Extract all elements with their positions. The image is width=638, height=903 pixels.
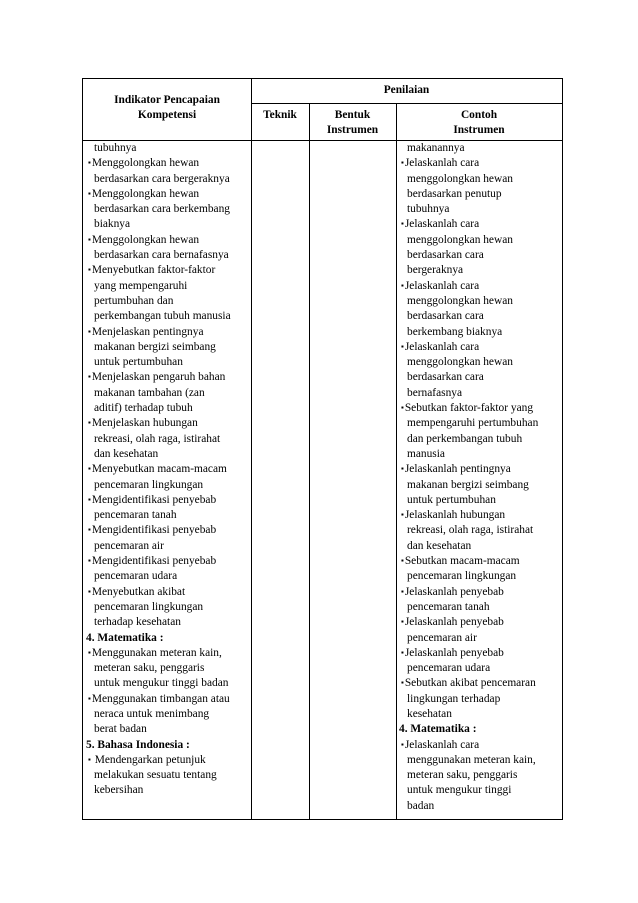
bullet-item (86, 585, 250, 600)
bullet-item (399, 676, 562, 691)
line-text: Menyebutkan macam-macam (91, 463, 227, 476)
line-text: berdasarkan cara berkembang (94, 203, 230, 216)
text-line (399, 523, 562, 538)
bullet-icon: ▪ (401, 341, 404, 351)
bullet-icon: ▪ (401, 510, 404, 520)
line-text: Sebutkan faktor-faktor yang (404, 402, 534, 415)
text-line (399, 233, 562, 248)
text-line (86, 217, 250, 232)
text-line (399, 493, 562, 508)
line-text: tubuhnya (407, 203, 450, 216)
text-line (86, 355, 250, 370)
text-line (86, 309, 250, 324)
line-text: Menjelaskan pentingnya (91, 325, 204, 338)
line-text: manusia (407, 447, 445, 460)
line-text: biaknya (94, 218, 131, 231)
section-heading (399, 722, 562, 737)
bullet-item (86, 416, 250, 431)
line-text: berdasarkan cara bernafasnya (94, 249, 229, 262)
text-line (86, 569, 250, 584)
line-text: Jelaskanlah hubungan (404, 509, 506, 522)
line-text: Menyebutkan akibat (91, 585, 186, 598)
line-text: pencemaran lingkungan (94, 478, 204, 491)
bullet-icon: ▪ (88, 586, 91, 596)
text-line (399, 783, 562, 798)
line-text: menggolongkan hewan (407, 172, 513, 185)
text-line (399, 309, 562, 324)
text-line (86, 676, 250, 691)
bullet-item (86, 233, 250, 248)
text-line (399, 799, 562, 814)
line-text: berdasarkan cara (407, 310, 484, 323)
bullet-icon: ▪ (88, 494, 91, 504)
line-text: bergeraknya (407, 264, 464, 277)
bullet-item (399, 738, 562, 753)
bullet-icon: ▪ (88, 464, 91, 474)
line-text: Jelaskanlah cara (404, 738, 480, 751)
line-text: terhadap kesehatan (94, 616, 181, 629)
line-text: berat badan (94, 723, 147, 736)
bullet-item (399, 279, 562, 294)
line-text: lingkungan terhadap (407, 692, 501, 705)
bullet-item (399, 615, 562, 630)
line-text: Menyebutkan faktor-faktor (91, 264, 216, 277)
line-text: rekreasi, olah raga, istirahat (407, 524, 534, 537)
line-text: Mengidentifikasi penyebab (91, 555, 217, 568)
indicator-column (86, 141, 250, 799)
bullet-icon: ▪ (88, 693, 91, 703)
line-text: makanannya (407, 142, 465, 154)
line-text: tubuhnya (94, 142, 137, 154)
line-text: Menjelaskan hubungan (91, 417, 198, 430)
line-text: pencemaran lingkungan (94, 600, 204, 613)
text-line (399, 539, 562, 554)
text-line (399, 692, 562, 707)
line-text: makanan bergizi seimbang (407, 478, 529, 491)
line-text: Jelaskanlah cara (404, 157, 480, 170)
text-line (86, 386, 250, 401)
line-text: aditif) terhadap tubuh (94, 402, 193, 415)
bullet-item (399, 462, 562, 477)
line-text: pencemaran lingkungan (407, 570, 517, 583)
assessment-table (82, 78, 563, 820)
line-text: menggolongkan hewan (407, 294, 513, 307)
text-line (86, 172, 250, 187)
text-line (399, 172, 562, 187)
text-line (399, 478, 562, 493)
line-text: Menjelaskan pengaruh bahan (91, 371, 226, 384)
bullet-item (86, 646, 250, 661)
line-text: meteran saku, penggaris (407, 769, 518, 782)
line-text: Jelaskanlah cara (404, 279, 480, 292)
header-indicator-line-1: Indikator Pencapaian (114, 94, 220, 106)
text-line (86, 508, 250, 523)
text-line (399, 325, 562, 340)
bullet-icon: ▪ (88, 188, 91, 198)
bullet-icon: ▪ (401, 280, 404, 290)
text-line (399, 661, 562, 676)
header-technique: Teknik (263, 109, 297, 121)
text-line (86, 661, 250, 676)
bullet-item (399, 646, 562, 661)
bullet-icon: ▪ (88, 372, 91, 382)
text-line (86, 722, 250, 737)
text-line (86, 294, 250, 309)
text-line (86, 600, 250, 615)
text-line (399, 447, 562, 462)
bullet-item (399, 508, 562, 523)
line-text: pencemaran tanah (407, 600, 490, 613)
bullet-icon: ▪ (401, 219, 404, 229)
line-text: berdasarkan cara bergeraknya (94, 172, 230, 185)
line-text: Jelaskanlah pentingnya (404, 463, 511, 476)
line-text: Menggolongkan hewan (91, 233, 200, 246)
line-text: yang mempengaruhi (94, 279, 188, 292)
bullet-icon: ▪ (88, 418, 91, 428)
text-line (86, 783, 250, 798)
line-text: menggunakan meteran kain, (407, 753, 536, 766)
text-line (399, 294, 562, 309)
line-text: Jelaskanlah penyebab (404, 616, 504, 629)
line-text: rekreasi, olah raga, istirahat (94, 432, 221, 445)
text-line (399, 631, 562, 646)
column-divider (251, 79, 252, 819)
line-text: Menggunakan meteran kain, (91, 646, 222, 659)
line-text: neraca untuk menimbang (94, 707, 210, 720)
text-line (86, 432, 250, 447)
text-line (86, 447, 250, 462)
bullet-icon: ▪ (401, 403, 404, 413)
bullet-icon: ▪ (401, 556, 404, 566)
text-line (399, 370, 562, 385)
line-text: dan kesehatan (94, 447, 159, 460)
text-line (86, 141, 250, 156)
text-line (399, 707, 562, 722)
text-line (399, 202, 562, 217)
header-assessment: Penilaian (383, 84, 430, 96)
line-text: untuk mengukur tinggi (407, 784, 512, 797)
bullet-icon: ▪ (401, 158, 404, 168)
bullet-icon: ▪ (88, 158, 91, 168)
column-divider (396, 103, 397, 819)
header-divider (251, 103, 562, 104)
bullet-item (86, 523, 250, 538)
line-text: Mendengarkan petunjuk (91, 753, 206, 766)
text-line (86, 340, 250, 355)
text-line (399, 569, 562, 584)
header-indicator (83, 93, 251, 124)
text-line (399, 187, 562, 202)
bullet-icon: ▪ (401, 678, 404, 688)
line-text: perkembangan tubuh manusia (94, 310, 231, 323)
text-line (399, 355, 562, 370)
bullet-item (399, 554, 562, 569)
text-line (399, 263, 562, 278)
bullet-icon: ▪ (88, 265, 91, 275)
line-text: Menggolongkan hewan (91, 157, 200, 170)
line-text: 4. Matematika : (86, 631, 164, 644)
header-example-line-2: Instrumen (453, 124, 505, 137)
text-line (86, 478, 250, 493)
line-text: Mengidentifikasi penyebab (91, 524, 217, 537)
bullet-item (399, 217, 562, 232)
line-text: badan (407, 799, 435, 812)
bullet-item (86, 263, 250, 278)
bullet-item (86, 325, 250, 340)
line-text: kebersihan (94, 784, 144, 797)
line-text: mempengaruhi pertumbuhan (407, 417, 539, 430)
bullet-icon: ▪ (88, 234, 91, 244)
line-text: berkembang biaknya (407, 325, 503, 338)
line-text: menggolongkan hewan (407, 356, 513, 369)
line-text: Mengidentifikasi penyebab (91, 493, 217, 506)
line-text: pencemaran air (407, 631, 477, 644)
bullet-icon: ▪ (88, 754, 91, 764)
text-line (399, 768, 562, 783)
text-line (399, 753, 562, 768)
bullet-item (86, 370, 250, 385)
line-text: pencemaran udara (94, 570, 178, 583)
bullet-item (399, 585, 562, 600)
text-line (399, 600, 562, 615)
line-text: Menggolongkan hewan (91, 187, 200, 200)
bullet-item (86, 692, 250, 707)
text-line (86, 768, 250, 783)
line-text: melakukan sesuatu tentang (94, 769, 217, 782)
bullet-icon: ▪ (401, 586, 404, 596)
bullet-item (399, 401, 562, 416)
text-line (86, 707, 250, 722)
line-text: 4. Matematika : (399, 723, 477, 736)
line-text: dan perkembangan tubuh (407, 432, 523, 445)
line-text: pencemaran udara (407, 662, 491, 675)
bullet-icon: ▪ (88, 525, 91, 535)
header-indicator-line-2: Kompetensi (137, 109, 197, 122)
line-text: dan kesehatan (407, 539, 472, 552)
line-text: 5. Bahasa Indonesia : (86, 738, 190, 751)
bullet-item (86, 462, 250, 477)
bullet-item (399, 156, 562, 171)
line-text: untuk mengukur tinggi badan (94, 677, 229, 690)
line-text: berdasarkan cara (407, 249, 484, 262)
bullet-icon: ▪ (401, 617, 404, 627)
section-heading (86, 631, 250, 646)
example-column (399, 141, 562, 814)
line-text: Jelaskanlah cara (404, 340, 480, 353)
text-line (399, 248, 562, 263)
line-text: pertumbuhan dan (94, 294, 174, 307)
header-form (309, 108, 396, 139)
line-text: pencemaran air (94, 539, 164, 552)
line-text: makanan tambahan (zan (94, 386, 205, 399)
bullet-icon: ▪ (88, 647, 91, 657)
bullet-item (86, 753, 250, 768)
bullet-icon: ▪ (401, 647, 404, 657)
text-line (86, 401, 250, 416)
line-text: Menggunakan timbangan atau (91, 692, 230, 705)
text-line (399, 386, 562, 401)
bullet-item (86, 493, 250, 508)
text-line (86, 615, 250, 630)
line-text: Sebutkan macam-macam (404, 555, 520, 568)
bullet-icon: ▪ (88, 326, 91, 336)
column-divider (309, 103, 310, 819)
line-text: meteran saku, penggaris (94, 662, 205, 675)
header-form-line-2: Instrumen (326, 124, 379, 137)
line-text: bernafasnya (407, 386, 463, 399)
header-example-line-1: Contoh (460, 109, 498, 121)
header-form-line-1: Bentuk (334, 109, 371, 121)
line-text: Jelaskanlah cara (404, 218, 480, 231)
line-text: makanan bergizi seimbang (94, 340, 216, 353)
line-text: Jelaskanlah penyebab (404, 646, 504, 659)
bullet-item (86, 156, 250, 171)
text-line (86, 279, 250, 294)
text-line (399, 141, 562, 156)
line-text: Jelaskanlah penyebab (404, 585, 504, 598)
bullet-icon: ▪ (401, 739, 404, 749)
text-line (399, 432, 562, 447)
header-example (396, 108, 562, 139)
bullet-icon: ▪ (88, 556, 91, 566)
line-text: menggolongkan hewan (407, 233, 513, 246)
section-heading (86, 738, 250, 753)
bullet-item (86, 187, 250, 202)
text-line (86, 202, 250, 217)
line-text: berdasarkan cara (407, 371, 484, 384)
line-text: untuk pertumbuhan (94, 356, 183, 369)
bullet-item (86, 554, 250, 569)
text-line (86, 539, 250, 554)
line-text: Sebutkan akibat pencemaran (404, 677, 536, 690)
line-text: kesehatan (407, 707, 452, 720)
bullet-item (399, 340, 562, 355)
bullet-icon: ▪ (401, 464, 404, 474)
line-text: untuk pertumbuhan (407, 493, 496, 506)
text-line (399, 416, 562, 431)
line-text: berdasarkan penutup (407, 187, 502, 200)
line-text: pencemaran tanah (94, 509, 177, 522)
text-line (86, 248, 250, 263)
